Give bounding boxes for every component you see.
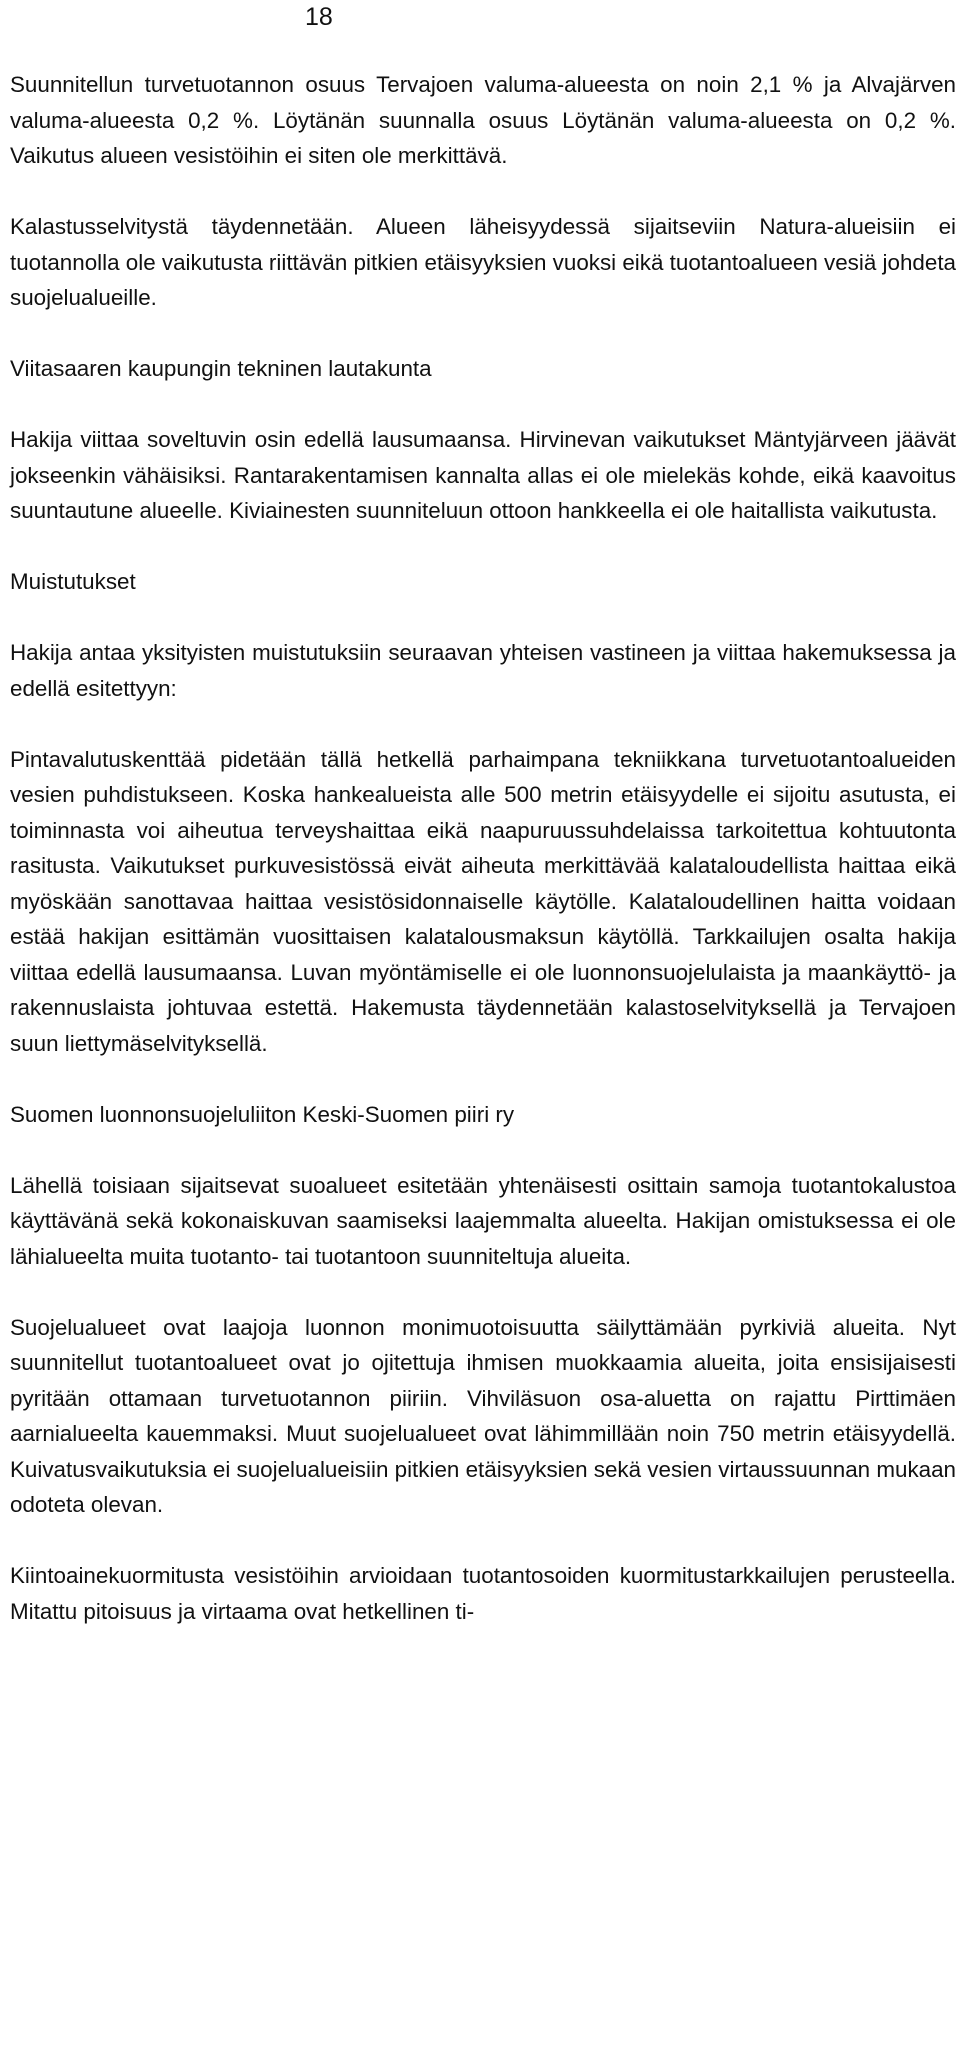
paragraph-protected-areas: Suojelualueet ovat laajoja luonnon monimuotoisuutta säilyttämään pyrkiviä alueita. Nyt suunnitellut tuotantoalueet ovat jo ojitettuja ihmisen muokkaamia alueita, joita ensisijaisesti pyritään ottamaan turvetuotannon piiriin. Vihviläsuon osa-aluetta on rajattu Pirttimäen aarnialueelta kauemmaksi. Muut suojelualueet ovat lähimmillään noin 750 metrin etäisyydellä. Kuivatusvaikutuksia ei suojelualueisiin pitkien etäisyyksien sekä vesien virtaussuunnan mukaan odoteta olevan.: [10, 1314, 956, 1517]
paragraph-technical-board-response: Hakija viittaa soveltuvin osin edellä lausumaansa. Hirvinevan vaikutukset Mäntyjärveen jäävät jokseenkin vähäisiksi. Rantarakentamisen kannalta allas ei ole mielekäs kohde, eikä kaavoitus suuntautune alueelle. Kiviainesten suunniteluun ottoon hankkeella ei ole haitallista vaikutusta.: [10, 427, 956, 523]
heading-objections: Muistutukset: [10, 569, 136, 594]
paragraph-nearby-areas: Lähellä toisiaan sijaitsevat suoalueet esitetään yhtenäisesti osittain samoja tuotantokalustoa käyttävänä sekä kokonaiskuvan saamiseksi laajemmalta alueelta. Hakijan omistuksessa ei ole lähialueelta muita tuotanto- tai tuotantoon suunniteltuja alueita.: [10, 1172, 956, 1269]
document-body: [10, 67, 956, 1629]
heading-nature-league: Suomen luonnonsuojeluliiton Keski-Suomen piiri ry: [10, 1101, 515, 1127]
paragraph-joint-response-intro: Hakija antaa yksityisten muistutuksiin seuraavan yhteisen vastineen ja viittaa hakemuksessa ja edellä esitettyyn:: [10, 640, 956, 701]
paragraph-solids-load: Kiintoainekuormitusta vesistöihin arvioidaan tuotantosoiden kuormitustarkkailujen perusteella. Mitattu pitoisuus ja virtaama ovat hetkellinen ti-: [10, 1563, 956, 1624]
heading-technical-board: Viitasaaren kaupungin tekninen lautakunta: [10, 356, 432, 381]
paragraph-runoff-share: Suunnitellun turvetuotannon osuus Tervajoen valuma-alueesta on noin 2,1 % ja Alvajärven valuma-alueesta 0,2 %. Löytänän suunnalla osuus Löytänän valuma-alueesta on 0,2 %. Vaikutus alueen vesistöihin ei siten ole merkittävä.: [10, 72, 956, 168]
paragraph-joint-response: Pintavalutuskenttää pidetään tällä hetkellä parhaimpana tekniikkana turvetuotantoalueiden vesien puhdistukseen. Koska hankealueista alle 500 metrin etäisyydelle ei sijoitu asutusta, ei toiminnasta voi aiheutua terveyshaittaa eikä naapuruussuhdelaissa tarkoitettua kohtuutonta rasitusta. Vaikutukset purkuvesistössä eivät aiheuta merkittävää kalataloudellista haittaa eikä myöskään sanottavaa haittaa vesistösidonnaiselle käytölle. Kalataloudellinen haitta voidaan estää hakijan esittämän vuosittaisen kalatalousmaksun käytöllä. Tarkkailujen osalta hakija viittaa edellä lausumaansa. Luvan myöntämiselle ei ole luonnonsuojelulaista ja maankäyttö- ja rakennuslaista johtuvaa estettä. Hakemusta täydennetään kalastoselvityksellä ja Tervajoen suun liettymäselvityksellä.: [10, 746, 956, 1056]
page-number: 18: [305, 3, 333, 31]
paragraph-fish-survey: Kalastusselvitystä täydennetään. Alueen läheisyydessä sijaitseviin Natura-alueisiin ei tuotannolla ole vaikutusta riittävän pitkien etäisyyksien vuoksi eikä tuotantoalueen vesiä johdeta suojelualueille.: [10, 214, 956, 310]
